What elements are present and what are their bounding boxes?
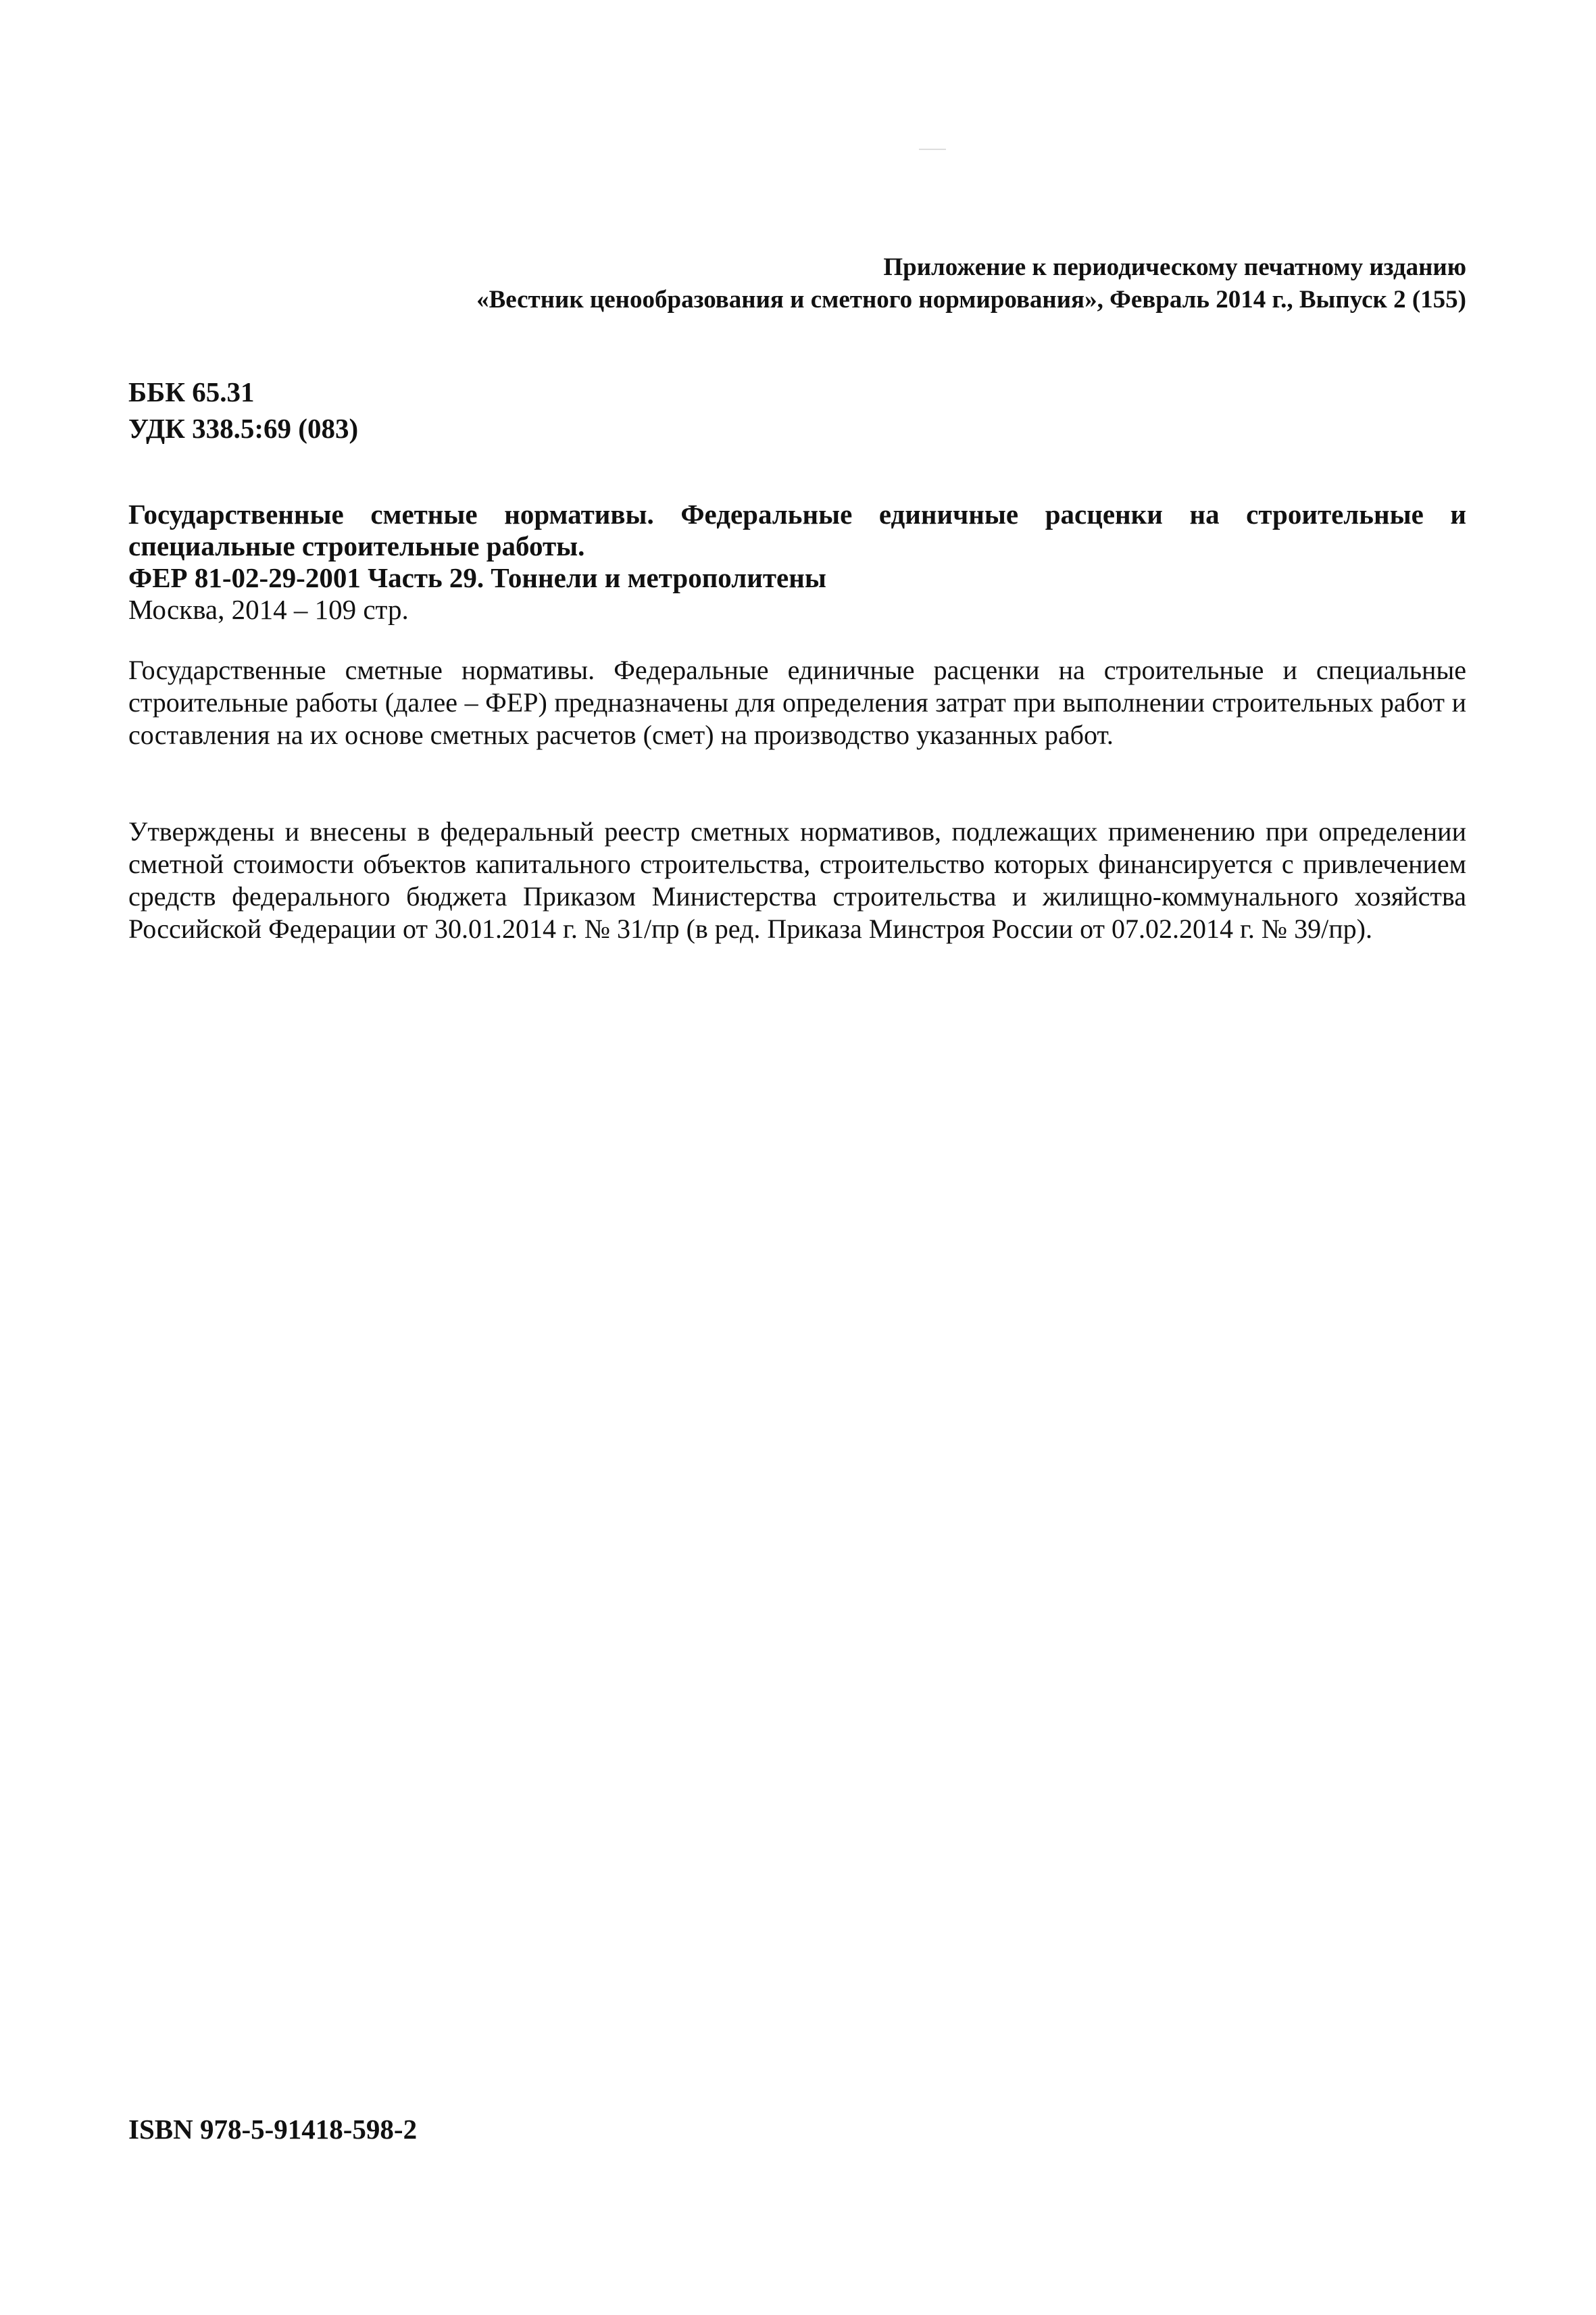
bbk-code: ББК 65.31 xyxy=(128,376,255,407)
document-title: Государственные сметные нормативы. Федеральные единичные расценки на строительные и специальные строительные работы. xyxy=(128,499,1466,562)
classification-codes xyxy=(128,374,358,447)
approval-paragraph: Утверждены и внесены в федеральный реестр сметных нормативов, подлежащих применению при определении сметной стоимости объектов капитального строительства, строительство которых финансируется с привлечением средств федерального бюджета Приказом Министерства строительства и жилищно-коммунального хозяйства Российской Федерации от 30.01.2014 г. № 31/пр (в ред. Приказа Минстроя России от 07.02.2014 г. № 39/пр). xyxy=(128,816,1466,944)
isbn: ISBN 978-5-91418-598-2 xyxy=(128,2114,418,2145)
publication-note xyxy=(250,251,1466,316)
fer-designation: ФЕР 81-02-29-2001 Часть 29. Тоннели и метрополитены xyxy=(128,562,826,593)
bibliographic-title xyxy=(128,499,1466,626)
udk-code: УДК 338.5:69 (083) xyxy=(128,413,359,444)
publication-note-line-1: Приложение к периодическому печатному изданию xyxy=(883,253,1466,281)
description-paragraph: Государственные сметные нормативы. Федеральные единичные расценки на строительные и специальные строительные работы (далее – ФЕР) предназначены для определения затрат при выполнении строительных работ и составления на их основе сметных расчетов (смет) на производство указанных работ. xyxy=(128,655,1466,750)
publication-place-pages: Москва, 2014 – 109 стр. xyxy=(128,594,409,625)
scan-speck xyxy=(919,149,946,150)
publication-note-line-2: «Вестник ценообразования и сметного нормирования», Февраль 2014 г., Выпуск 2 (155) xyxy=(476,286,1466,314)
